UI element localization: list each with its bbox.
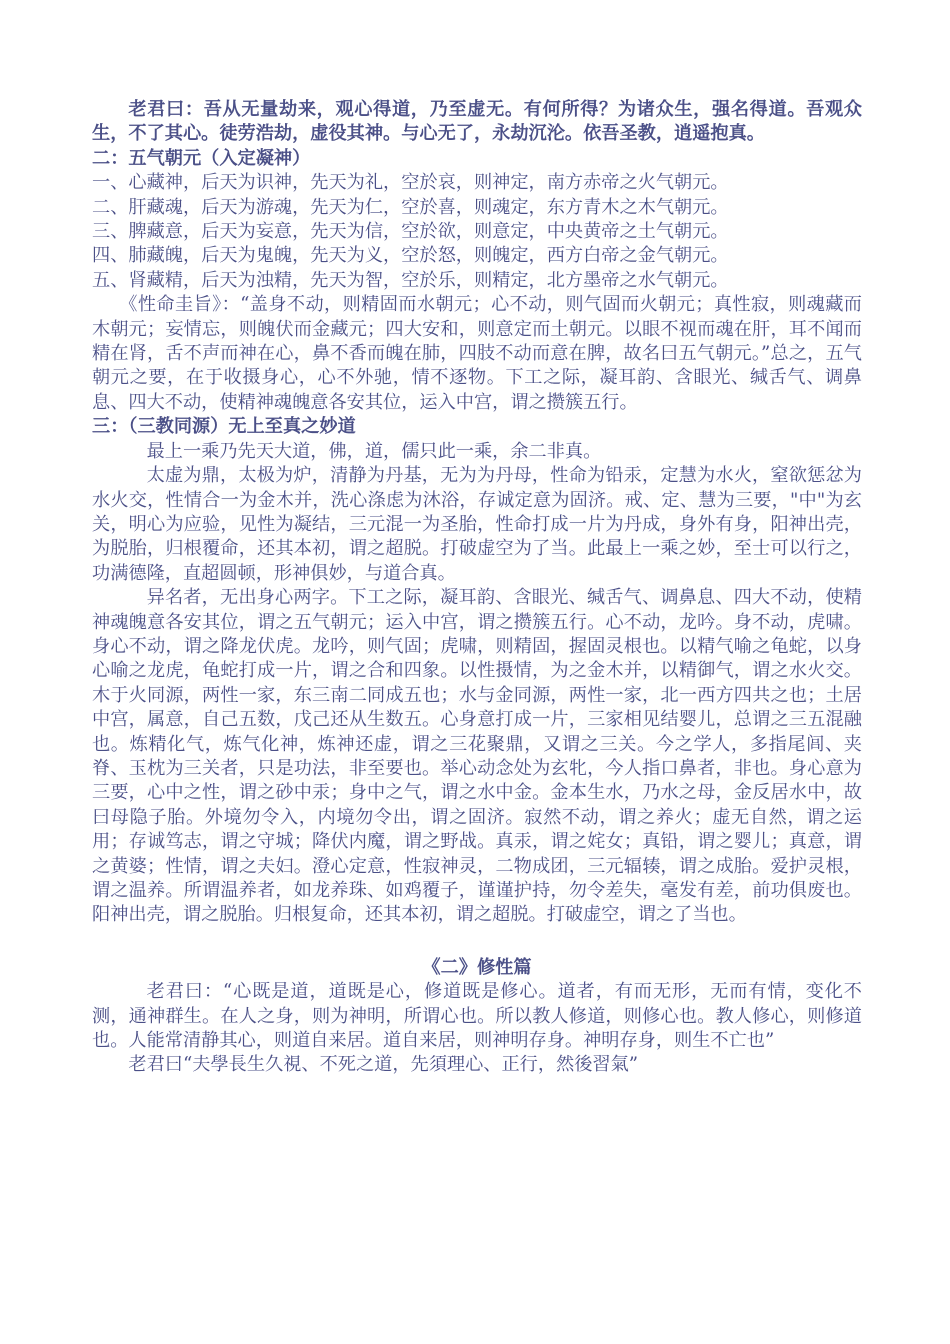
list-item-3: 三、脾藏意，后天为妄意，先天为信，空於欲，则意定，中央黄帝之土气朝元。 — [92, 221, 729, 243]
document-page — [92, 98, 862, 1078]
list-item-2: 二、肝藏魂，后天为游魂，先天为仁，空於喜，则魂定，东方青木之木气朝元。 — [92, 196, 729, 218]
xingming-guizhi-paragraph: 《性命圭旨》：“盖身不动，则精固而水朝元；心不动，则气固而火朝元；真性寂，则魂藏而木朝元；妄情忘，则魄伏而金藏元；四大安和，则意定而土朝元。以眼不视而魂在肝，耳不闻而精在肾，舌不声而神在心，鼻不香而魄在肺，四肢不动而意在脾，故名曰五气朝元。”总之，五气朝元之要，在于收摄身心，心不外驰，情不逐物。下工之际，凝耳韵、含眼光、缄舌气、调鼻息、四大不动，使精神魂魄意各安其位，运入中宫，谓之攒簇五行。 — [92, 294, 862, 413]
section-heading-2: 二：五气朝元（入定凝神） — [92, 147, 311, 169]
section3-paragraph-2: 太虚为鼎，太极为炉，清静为丹基，无为为丹母，性命为铅汞，定慧为水火，窒欲惩忿为水火交，性情合一为金木并，洗心涤虑为沐浴，存诚定意为固济。戒、定、慧为三要，"中"为玄关，明心为应验，见性为凝结，三元混一为圣胎，性命打成一片为丹成，身外有身，阳神出壳，为脱胎，归根覆命，还其本初，谓之超脱。打破虚空为了当。此最上一乘之妙，至士可以行之，功满德隆，直超圆顿，形神俱妙，与道合真。 — [92, 465, 862, 584]
spacer — [92, 928, 862, 956]
list-item-4: 四、肺藏魄，后天为鬼魄，先天为义，空於怒，则魄定，西方白帝之金气朝元。 — [92, 245, 729, 267]
list-item-5: 五、肾藏精，后天为浊精，先天为智，空於乐，则精定，北方墨帝之水气朝元。 — [92, 269, 729, 291]
chapter-title: 《二》修性篇 — [422, 956, 532, 978]
section-heading-3: 三：（三教同源）无上至真之妙道 — [92, 416, 356, 438]
intro-paragraph: 老君曰：吾从无量劫来，观心得道，乃至虚无。有何所得？为诸众生，强名得道。吾观众生，不了其心。徒劳浩劫，虚役其神。与心无了，永劫沉沦。依吾圣教，逍遥抱真。 — [92, 99, 862, 145]
section3-paragraph-3: 异名者，无出身心两字。下工之际，凝耳韵、含眼光、缄舌气、调鼻息、四大不动，使精神魂魄意各安其位，谓之五气朝元；运入中宫，谓之攒簇五行。心不动，龙吟。身不动，虎啸。身心不动，谓之降龙伏虎。龙吟，则气固；虎啸，则精固，握固灵根也。以精气喻之龟蛇，以身心喻之龙虎，龟蛇打成一片，谓之合和四象。以性摄情，为之金木并，以精御气，谓之水火交。木于火同源，两性一家，东三南二同成五也；水与金同源，两性一家，北一西方四共之也；土居中宫，属意，自己五数，戊己还从生数五。心身意打成一片，三家相见结婴儿，总谓之三五混融也。炼精化气，炼气化神，炼神还虚，谓之三花聚鼎，又谓之三关。今之学人，多指尾闾、夹脊、玉枕为三关者，只是功法，非至要也。举心动念处为玄牝，今人指口鼻者，非也。身心意为三要，心中之性，谓之砂中汞；身中之气，谓之水中金。金本生水，乃水之母，金反居水中，故曰母隐子胎。外境勿令入，内境勿令出，谓之固济。寂然不动，谓之养火；虚无自然，谓之运用；存诚笃志，谓之守城；降伏内魔，谓之野战。真汞，谓之姹女；真铅，谓之婴儿；真意，谓之黄婆；性情，谓之夫妇。澄心定意，性寂神灵，二物成团，三元辐辏，谓之成胎。爱护灵根，谓之温养。所谓温养者，如龙养珠、如鸡覆子，谨谨护持，勿令差失，毫发有差，前功俱废也。阳神出壳，谓之脱胎。归根复命，还其本初，谓之超脱。打破虚空，谓之了当也。 — [92, 587, 862, 926]
chapter-paragraph-2: 老君曰“夫學長生久視、不死之道，先須理心、正行，然後習氣” — [128, 1054, 639, 1076]
section3-paragraph-1: 最上一乘乃先天大道，佛，道，儒只此一乘，余二非真。 — [146, 440, 602, 462]
chapter-paragraph-1: 老君曰：“心既是道，道既是心，修道既是修心。道者，有而无形，无而有情，变化不测，通神群生。在人之身，则为神明，所谓心也。所以教人修道，则修心也。教人修心，则修道也。人能常清静其心，则道自来居。道自来居，则神明存身。神明存身，则生不亡也” — [92, 981, 862, 1052]
list-item-1: 一、心藏神，后天为识神，先天为礼，空於哀，则神定，南方赤帝之火气朝元。 — [92, 172, 729, 194]
